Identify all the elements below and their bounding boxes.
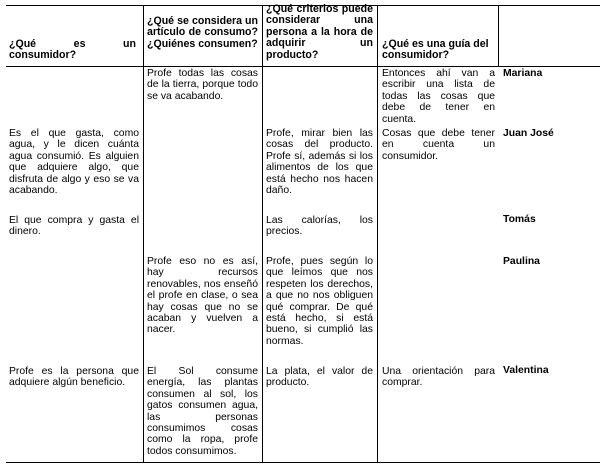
column-divider (262, 5, 263, 462)
valentina-articulo: El Sol consume energía, las plantas consumen al sol, los gatos consumen agua, las personas consumimos cosas como la ropa, profe todos consumimos. (147, 366, 258, 457)
paulina-criterios: Profe, pues según lo que leímos que nos respeten los derechos, a que no nos obliguen qué comprar. De qué está hecho, si está bueno, si cumplió las normas. (266, 256, 373, 347)
column-divider (498, 5, 499, 67)
paulina-articulo: Profe eso no es así, hay recursos renovables, nos enseñó el profe en clase, o sea hay cosas que no se acaban y vuelven a nacer. (147, 256, 258, 336)
student-name-valentina: Valentina (503, 365, 549, 376)
student-name-paulina: Paulina (503, 256, 540, 267)
tomas-criterios: Las calorías, los precios. (266, 215, 373, 238)
table-bottom-border (6, 462, 600, 463)
juan-jose-guia: Cosas que debe tener en cuenta un consumidor. (382, 128, 495, 162)
student-name-tomas: Tomás (503, 214, 536, 225)
column-divider (143, 5, 144, 462)
header-guia-consumidor: ¿Qué es una guía del consumidor? (382, 38, 489, 62)
valentina-consumidor: Profe es la persona que adquiere algún beneficio. (9, 366, 139, 389)
mariana-guia: Entonces ahí van a escribir una lista de todas las cosas que debe de tener en cuenta. (382, 68, 495, 125)
valentina-criterios: La plata, el valor de producto. (266, 366, 373, 389)
tomas-consumidor: El que compra y gasta el dinero. (9, 215, 139, 238)
header-articulo-consumo: ¿Qué se considera un artículo de consumo? ¿Quiénes consumen? (147, 15, 258, 50)
header-criterios: ¿Qué criterios puede considerar una persona a la hora de adquirir un producto? (266, 3, 373, 61)
juan-jose-consumidor: Es el que gasta, como agua, y le dicen cuánta agua consumió. Es alguien que adquiere algo, que disfruta de algo y eso se va acabando. (9, 128, 139, 197)
juan-jose-criterios: Profe, mirar bien las cosas del producto. Profe sí, además si los alimentos de los que está hecho nos hacen daño. (266, 128, 373, 197)
valentina-guia: Una orientación para comprar. (382, 366, 495, 389)
header-consumidor: ¿Qué es un consumidor? (9, 38, 136, 62)
student-name-juan-jose: Juan José (503, 128, 554, 139)
header-bottom-border (6, 66, 600, 67)
student-name-mariana: Mariana (503, 68, 543, 79)
mariana-articulo: Profe todas las cosas de la tierra, porque todo se va acabando. (147, 68, 258, 102)
column-divider (377, 5, 378, 462)
